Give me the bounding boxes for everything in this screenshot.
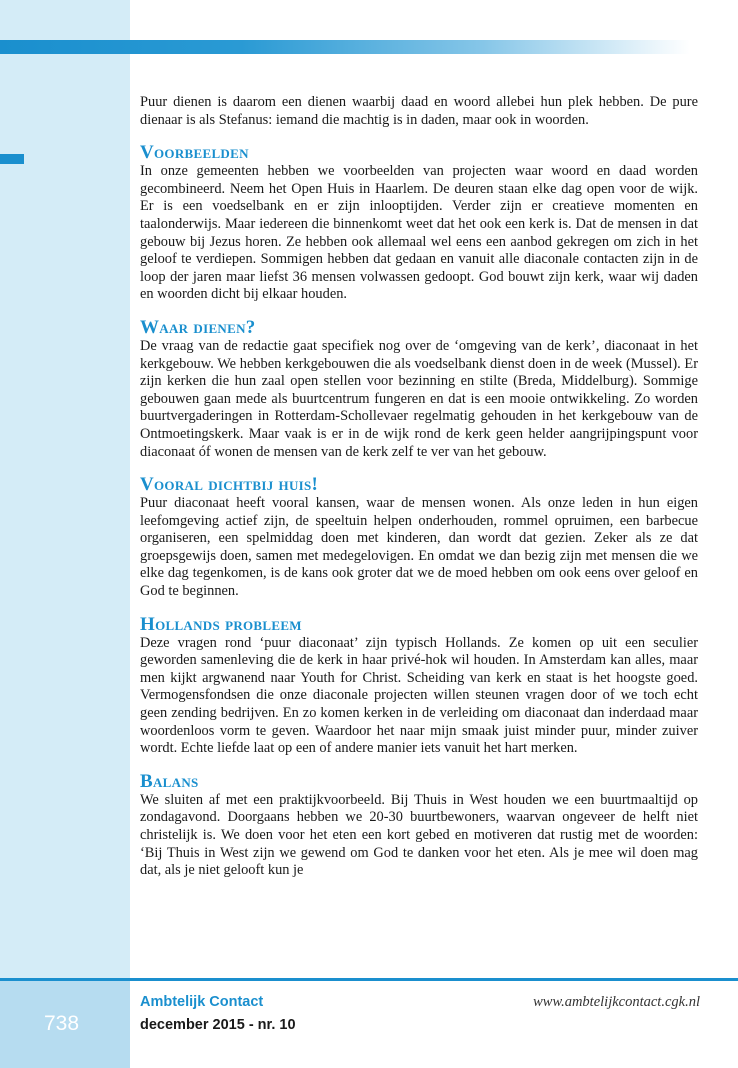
top-gradient-bar — [0, 40, 690, 54]
intro-paragraph: Puur dienen is daarom een dienen waarbij daad en woord allebei hun plek hebben. De pure dienaar is als Stefanus: iemand die machtig is in daden, maar ook in woorden. — [140, 94, 698, 128]
paragraph-vooral-dichtbij-huis: Puur diaconaat heeft vooral kansen, waar de mensen wonen. Als onze leden in hun eigen leefomgeving actief zijn, de speeltuin helpen onderhouden, rommel opruimen, een barbecue organiseren, een spelmiddag doen met kinderen, dan wordt dat gezien. Zeker als ze dat groepsgewijs doen, samen met medegelovigen. En omdat we dan bezig zijn met mensen die we elke dag tegenkomen, is de kans ook groter dat we de moed hebben om ook eens over geloof en God te beginnen. — [140, 495, 698, 600]
heading-balans: Balans — [140, 770, 199, 792]
website-url: www.ambtelijkcontact.cgk.nl — [533, 994, 700, 1010]
paragraph-voorbeelden: In onze gemeenten hebben we voorbeelden van projecten waar woord en daad worden gecombineerd. Neem het Open Huis in Haarlem. De deuren staan elke dag open voor de wijk. Er is een voedselbank en er zijn inlooptijden. Verder zijn er creatieve momenten en taalonderwijs. Maar iedereen die binnenkomt weet dat het ook een kerk is. Dat de mensen in dat gebouw bij Jezus horen. Ze hebben ook allemaal wel eens een aanbod gekregen om zich in het geloof te verdiepen. Sommigen hebben dat gedaan en vanuit alle diaconale contacten zijn in de loop der jaren maar liefst 36 mensen volwassen gedoopt. God bouwt zijn kerk, waar wij daden en woorden dicht bij elkaar houden. — [140, 163, 698, 303]
paragraph-balans: We sluiten af met een praktijkvoorbeeld. Bij Thuis in West houden we een buurtmaaltijd op zondagavond. Doorgaans hebben we 20-30 buurtbewoners, waarvan ongeveer de helft niet christelijk is. We doen voor het eten een kort gebed en motiveren dat rustig met de woorden: ‘Bij Thuis in West zijn we gewend om God te danken voor het eten. Als je mee wil doen mag dat, als je niet gelooft kun je — [140, 791, 698, 879]
issue-info: december 2015 - nr. 10 — [140, 1017, 296, 1033]
page-number: 738 — [44, 1012, 80, 1035]
paragraph-hollands-probleem: Deze vragen rond ‘puur diaconaat’ zijn typisch Hollands. Ze komen op uit een seculier geworden samenleving die de kerk in haar privé-hok wil houden. In Amsterdam kan alles, maar men kijkt argwanend naar Youth for Christ. Scheiding van kerk en staat is het hoogste goed. Vermogensfondsen die onze diaconale projecten willen steunen vragen door of we toch echt geen zending bedrijven. En zo komen kerken in de verleiding om diaconaat dan inderdaad maar woordenloos vorm te geven. Waardoor het naar mijn smaak juist minder puur, minder zuiver wordt. Echte liefde laat op een of andere manier iets vanuit het hart merken. — [140, 634, 698, 757]
magazine-name: Ambtelijk Contact — [140, 994, 264, 1010]
heading-voorbeelden: Voorbeelden — [140, 142, 249, 164]
heading-waar-dienen: Waar dienen? — [140, 316, 256, 338]
paragraph-waar-dienen: De vraag van de redactie gaat specifiek nog over de ‘omgeving van de kerk’, diaconaat in het kerkgebouw. We hebben kerkgebouwen die als voedselbank dienst doen in de week (Mussel). Er zijn kerken die hun zaal open stellen voor bezinning en stilte (Breda, Middelburg). Sommige gebouwen gaan mede als buurtcentrum fungeren en dat is een mooie ontwikkeling. Zo worden buurtvergaderingen in Rotterdam-Schollevaer regelmatig gehouden in het kerkgebouw van de Ontmoetingskerk. Maar vaak is er in de wijk rond de kerk geen helder aangrijpingspunt voor diaconaat óf wonen de mensen van de kerk zelf te ver van het gebouw. — [140, 337, 698, 460]
heading-hollands-probleem: Hollands probleem — [140, 613, 302, 635]
heading-vooral-dichtbij-huis: Vooral dichtbij huis! — [140, 474, 319, 496]
article-body — [140, 94, 698, 880]
side-tab-marker — [0, 154, 24, 164]
